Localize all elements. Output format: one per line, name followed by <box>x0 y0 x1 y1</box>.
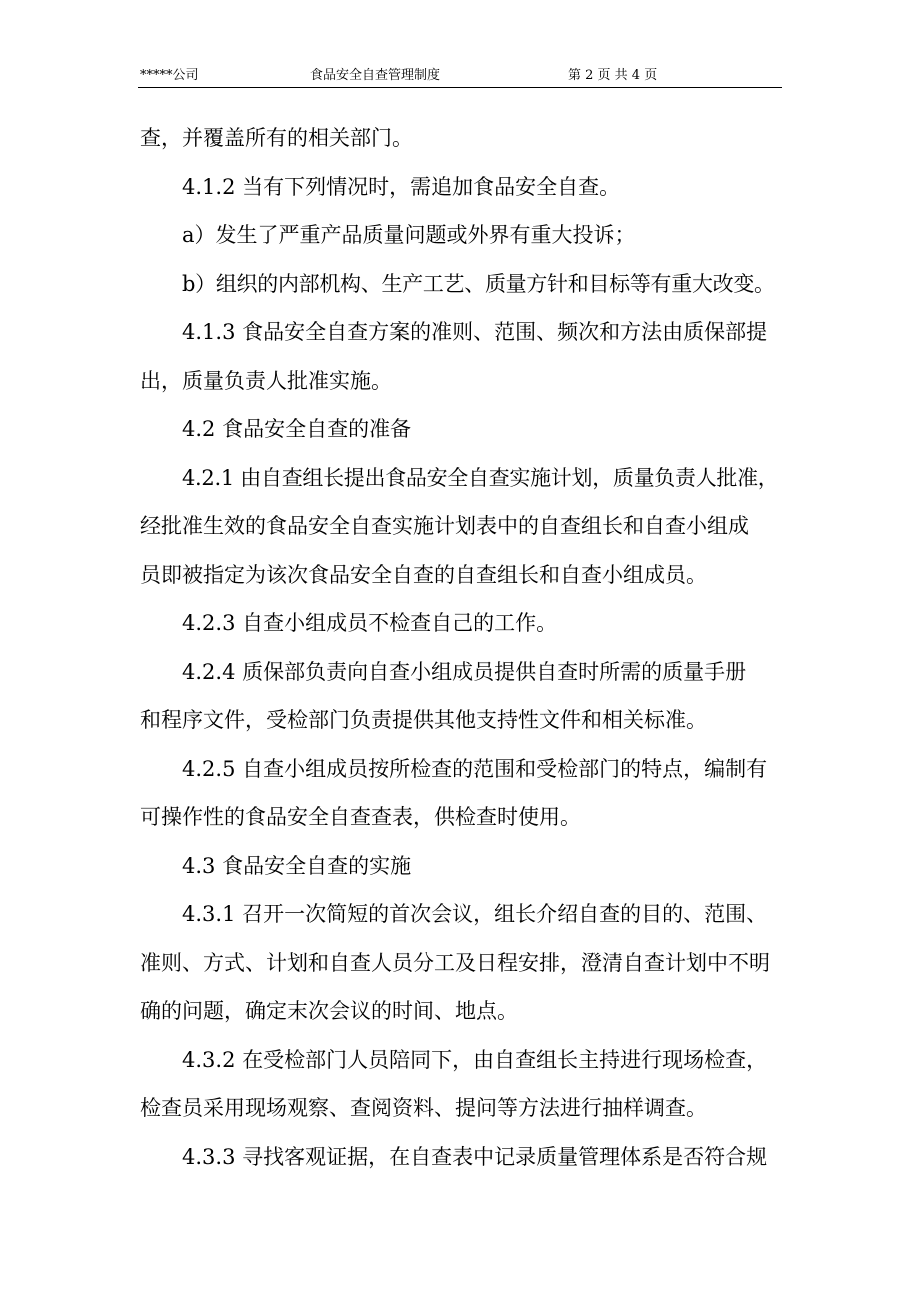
body-line: 4.3.1 召开一次简短的首次会议，组长介绍自查的目的、范围、 <box>182 902 768 926</box>
body-line: 4.2.1 由自查组长提出食品安全自查实施计划，质量负责人批准， <box>182 465 779 490</box>
body-line: b）组织的内部机构、生产工艺、质量方针和目标等有重大改变。 <box>182 271 775 296</box>
body-line: 4.2.5 自查小组成员按所检查的范围和受检部门的特点，编制有 <box>182 756 768 781</box>
body-line: 确的问题，确定末次会议的时间、地点。 <box>140 999 518 1023</box>
body-line: 4.3.2 在受检部门人员陪同下，由自查组长主持进行现场检查， <box>182 1047 768 1072</box>
body-line: 经批准生效的食品安全自查实施计划表中的自查组长和自查小组成 <box>140 514 749 538</box>
body-line: 4.3.3 寻找客观证据，在自查表中记录质量管理体系是否符合规 <box>182 1144 768 1169</box>
section-heading: 4.3 食品安全自查的实施 <box>182 853 412 878</box>
body-line: 4.1.2 当有下列情况时，需追加食品安全自查。 <box>182 174 621 199</box>
body-line: 可操作性的食品安全自查查表，供检查时使用。 <box>140 805 581 829</box>
body-line: 查，并覆盖所有的相关部门。 <box>140 126 413 150</box>
body-line: 出，质量负责人批准实施。 <box>140 368 392 393</box>
body-line: 4.2.3 自查小组成员不检查自己的工作。 <box>182 611 558 635</box>
body-line: 准则、方式、计划和自查人员分工及日程安排，澄清自查计划中不明 <box>140 950 770 975</box>
body-line: 检查员采用现场观察、查阅资料、提问等方法进行抽样调查。 <box>140 1096 707 1120</box>
header-doc-title: 食品安全自查管理制度 <box>310 68 441 83</box>
body-line: 员即被指定为该次食品安全自查的自查组长和自查小组成员。 <box>140 562 707 587</box>
page-header <box>138 0 782 88</box>
body-line: 4.1.3 食品安全自查方案的准则、范围、频次和方法由质保部提 <box>182 320 768 344</box>
header-company: *****公司 <box>140 68 199 83</box>
section-heading: 4.2 食品安全自查的准备 <box>182 417 412 441</box>
body-line: 和程序文件，受检部门负责提供其他支持性文件和相关标准。 <box>140 708 707 732</box>
body-line: a）发生了严重产品质量问题或外界有重大投诉； <box>182 223 636 247</box>
body-line: 4.2.4 质保部负责向自查小组成员提供自查时所需的质量手册 <box>182 659 747 684</box>
header-page-info: 第 2 页 共 4 页 <box>568 68 658 83</box>
document-body <box>140 114 784 1181</box>
